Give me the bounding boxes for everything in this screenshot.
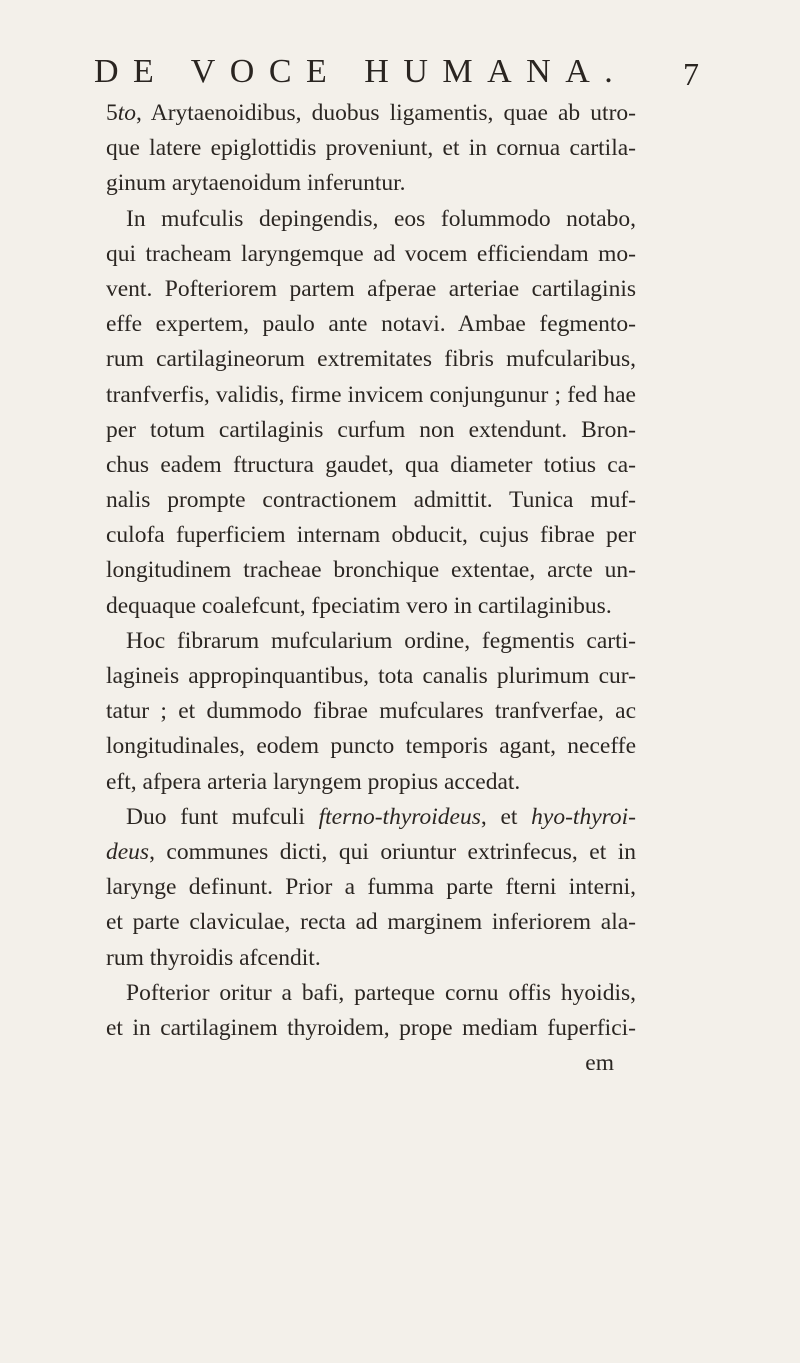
text-line: et parte claviculae, recta ad marginem inferiorem ala-	[106, 909, 636, 936]
text-line	[106, 835, 636, 870]
text-line: rum cartilagineorum extremitates fibris mufcularibus,	[106, 346, 636, 373]
text-segment: , communes dicti, qui oriuntur extrinfecus, et in	[149, 838, 636, 865]
text-line: tranfverfis, validis, firme invicem conjungunur ; fed hae	[106, 381, 636, 408]
text-line: longitudinem tracheae bronchique extentae, arcte un-	[106, 557, 636, 584]
text-line: larynge definunt. Prior a fumma parte fterni interni,	[106, 874, 636, 901]
text-line: per totum cartilaginis curfum non extendunt. Bron-	[106, 416, 636, 443]
text-line: rum thyroidis afcendit.	[106, 944, 321, 971]
italic-term: fterno-thyroideus	[318, 803, 481, 830]
text-line: que latere epiglottidis proveniunt, et in cornua cartila-	[106, 135, 636, 162]
text-line: culofa fuperficiem internam obducit, cujus fibrae per	[106, 522, 636, 549]
italic-term: to	[117, 100, 137, 126]
running-title: DE VOCE HUMANA.	[94, 53, 628, 90]
text-line: Pofterior oritur a bafi, parteque cornu offis hyoidis,	[126, 979, 636, 1006]
text-line: vent. Pofteriorem partem afperae arteriae cartilaginis	[106, 275, 636, 302]
catchword: em	[585, 1050, 614, 1077]
body-text	[106, 96, 636, 1081]
text-line: In mufculis depingendis, eos folummodo notabo,	[126, 205, 636, 232]
text-line: effe expertem, paulo ante notavi. Ambae fegmento-	[106, 311, 636, 338]
page-header	[0, 52, 800, 92]
text-line: Hoc fibrarum mufcularium ordine, fegmentis carti-	[126, 627, 636, 654]
italic-term: deus	[106, 838, 150, 865]
page-number: 7	[683, 56, 699, 92]
text-line: longitudinales, eodem puncto temporis agant, neceffe	[106, 733, 636, 760]
text-line: lagineis appropinquantibus, tota canalis plurimum cur-	[106, 663, 636, 689]
text-segment: , Arytaenoidibus, duobus ligamentis, quae ab utro-	[136, 100, 636, 126]
text-line	[106, 800, 636, 835]
text-segment: , et	[480, 803, 532, 830]
text-line: chus eadem ftructura gaudet, qua diameter totius ca-	[106, 451, 636, 478]
italic-term: hyo-thyroi-	[531, 803, 636, 830]
text-line: ginum arytaenoidum inferuntur.	[106, 170, 406, 197]
text-segment: Duo funt mufculi	[126, 803, 319, 830]
text-line: tatur ; et dummodo fibrae mufculares tranfverfae, ac	[106, 698, 636, 725]
text-line: eft, afpera arteria laryngem propius accedat.	[106, 768, 521, 795]
text-line: nalis prompte contractionem admittit. Tunica muf-	[106, 487, 636, 514]
text-line: qui tracheam laryngemque ad vocem efficiendam mo-	[106, 240, 636, 267]
text-line: dequaque coalefcunt, fpeciatim vero in cartilaginibus.	[106, 592, 612, 619]
text-line	[106, 96, 636, 131]
text-line: et in cartilaginem thyroidem, prope mediam fuperfici-	[106, 1014, 636, 1041]
text-segment: 5	[106, 100, 118, 126]
